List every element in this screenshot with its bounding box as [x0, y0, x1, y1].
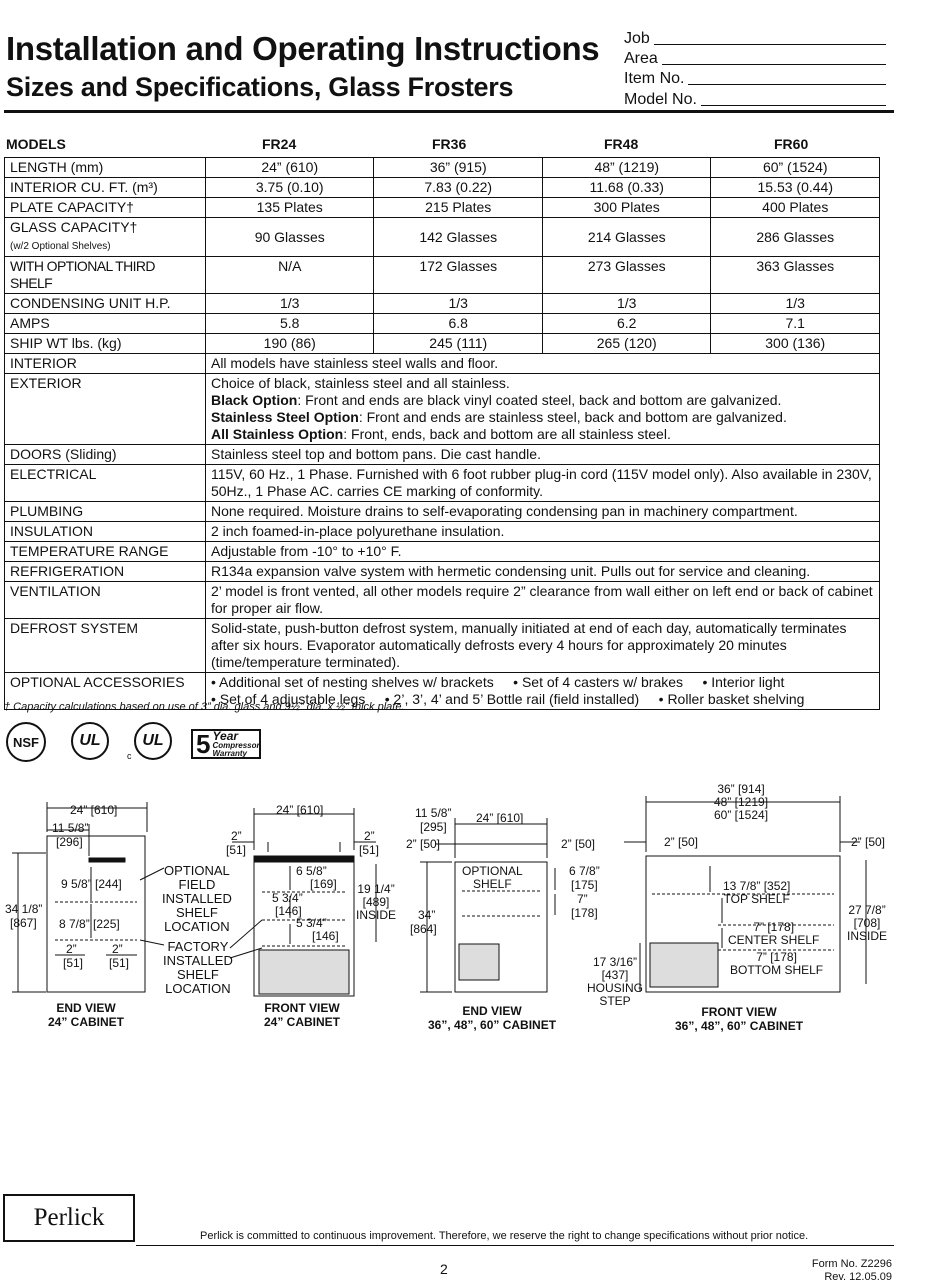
- front24-caption-2: 24” CABINET: [264, 1015, 341, 1029]
- item-no-label: Item No.: [624, 70, 685, 87]
- spec-label: OPTIONAL ACCESSORIES: [5, 673, 206, 710]
- end36-caption-1: END VIEW: [462, 1004, 522, 1018]
- spec-value: 400 Plates: [711, 198, 880, 218]
- spec-value: 265 (120): [542, 334, 711, 354]
- model-fr48: FR48: [604, 136, 639, 152]
- spec-row: [5, 257, 880, 294]
- warranty-line2: Warranty: [212, 749, 247, 758]
- front24-width: 24” [610]: [276, 803, 324, 817]
- spec-value: 1/3: [374, 294, 543, 314]
- spec-label: INTERIOR: [5, 354, 206, 374]
- spec-value: 6.8: [374, 314, 543, 334]
- job-field[interactable]: [624, 29, 886, 48]
- spec-value: 1/3: [205, 294, 374, 314]
- front36-widths: 36” [914] 48” [1219] 60” [1524]: [714, 782, 769, 822]
- end24-shelf2: 8 7/8” [225]: [59, 917, 120, 931]
- front36-bottom: 7” [178] BOTTOM SHELF: [730, 950, 824, 977]
- spec-wide-row: [5, 354, 880, 374]
- spec-value: 7.83 (0.22): [374, 178, 543, 198]
- spec-value: 142 Glasses: [374, 218, 543, 257]
- ul-logo: [71, 722, 109, 760]
- end24-shelf1: 9 5/8” [244]: [61, 877, 122, 891]
- warranty-number: 5: [196, 729, 211, 759]
- front24-b: 5 3/4”: [272, 891, 303, 905]
- spec-row: [5, 158, 880, 178]
- item-no-field[interactable]: [624, 69, 886, 88]
- form-number: [806, 1258, 892, 1284]
- end36-depth-mm: [295]: [420, 820, 447, 834]
- end24-caption-2: 24” CABINET: [48, 1015, 125, 1029]
- end36-caption: [428, 1004, 556, 1032]
- spec-label: SHIP WT lbs. (kg): [5, 334, 206, 354]
- spec-text: Solid-state, push-button defrost system, manually initiated at end of each day, automatically terminates after six hours. Evaporator automatically defrosts every 4 hours for approximately 20 minutes (time/temperature terminated).: [205, 619, 879, 673]
- end24-b2: 2”: [112, 942, 123, 956]
- end24-depth: 11 5/8”: [52, 821, 89, 835]
- front36-top: 13 7/8” [352] TOP SHELF: [723, 879, 791, 906]
- front36-caption-1: FRONT VIEW: [701, 1005, 777, 1019]
- end36-a-mm: [175]: [571, 878, 598, 892]
- perlick-logo-text: Perlick: [33, 1204, 105, 1231]
- spec-label: AMPS: [5, 314, 206, 334]
- form-no: Form No. Z2296: [811, 1258, 892, 1270]
- end24-caption-1: END VIEW: [56, 1001, 116, 1015]
- front24-l: 2”: [231, 829, 242, 843]
- end24-b1: 2”: [66, 942, 77, 956]
- spec-value: 172 Glasses: [374, 257, 543, 294]
- end36-caption-2: 36”, 48”, 60” CABINET: [428, 1018, 557, 1032]
- models-header: [4, 136, 880, 156]
- end36-b: 7”: [577, 892, 588, 906]
- spec-value: 300 Plates: [542, 198, 711, 218]
- rev-no: Rev. 12.05.09: [824, 1271, 892, 1283]
- spec-text: 115V, 60 Hz., 1 Phase. Furnished with 6 foot rubber plug-in cord (115V model only). Also available in 230V, 50Hz., 1 Phase AC. carries CE marking of conformity.: [205, 465, 879, 502]
- spec-row: [5, 198, 880, 218]
- spec-text: 2’ model is front vented, all other models require 2” clearance from wall either on left end or back of cabinet for proper air flow.: [205, 582, 879, 619]
- spec-value: 11.68 (0.33): [542, 178, 711, 198]
- end36-width: 24” [610]: [476, 811, 524, 825]
- end36-b-mm: [178]: [571, 906, 598, 920]
- spec-wide-row: [5, 582, 880, 619]
- end36-a: 6 7/8”: [569, 864, 600, 878]
- factory-shelf-callout: FACTORY INSTALLED SHELF LOCATION: [163, 939, 233, 996]
- front24-inside: 19 1/4” [489] INSIDE: [356, 882, 397, 922]
- spec-value: 363 Glasses: [711, 257, 880, 294]
- spec-text: R134a expansion valve system with hermetic condensing unit. Pulls out for service and cleaning.: [205, 562, 879, 582]
- c-mark: c: [127, 751, 132, 761]
- front36-caption-2: 36”, 48”, 60” CABINET: [675, 1019, 804, 1033]
- footer-rule: [136, 1245, 894, 1246]
- spec-wide-row: [5, 465, 880, 502]
- spec-value: 214 Glasses: [542, 218, 711, 257]
- spec-value: 1/3: [711, 294, 880, 314]
- spec-value: 215 Plates: [374, 198, 543, 218]
- job-label: Job: [624, 30, 650, 47]
- front36-caption: [675, 1005, 803, 1033]
- nsf-text: NSF: [13, 734, 39, 750]
- spec-label: GLASS CAPACITY† (w/2 Optional Shelves): [5, 218, 206, 257]
- end24-b1-mm: [51]: [63, 956, 84, 970]
- front36-r: 2” [50]: [851, 835, 886, 849]
- capacity-footnote: † Capacity calculations based on use of 3” dia. glass and 9½” dia. x ½” thick plate.: [4, 701, 405, 713]
- spec-wide-row: [5, 522, 880, 542]
- front24-c: 5 3/4”: [296, 916, 327, 930]
- spec-value: 286 Glasses: [711, 218, 880, 257]
- front36-inside: 27 7/8” [708] INSIDE: [847, 903, 888, 943]
- front24-caption: [264, 1001, 340, 1029]
- spec-table: [4, 157, 880, 710]
- spec-text: None required. Moisture drains to self-evaporating condensing pan in machinery compartment.: [205, 502, 879, 522]
- area-label: Area: [624, 50, 658, 67]
- front24-caption-1: FRONT VIEW: [264, 1001, 340, 1015]
- cul-text: UL: [142, 732, 164, 749]
- front36-step: 17 3/16” [437] HOUSING STEP: [587, 955, 644, 1008]
- spec-value: 190 (86): [205, 334, 374, 354]
- front24-c-mm: [146]: [312, 929, 339, 943]
- spec-label: TEMPERATURE RANGE: [5, 542, 206, 562]
- front36-l: 2” [50]: [664, 835, 699, 849]
- end24-height: 34 1/8”: [5, 902, 43, 916]
- spec-label: INSULATION: [5, 522, 206, 542]
- spec-text: All models have stainless steel walls and floor.: [205, 354, 879, 374]
- spec-row: [5, 218, 880, 257]
- end24-top: [89, 858, 125, 862]
- front24-r-mm: [51]: [359, 843, 380, 857]
- end36-height: 34”: [418, 908, 436, 922]
- page-number: 2: [440, 1261, 448, 1277]
- area-field[interactable]: [624, 49, 886, 68]
- warranty-year: Year: [212, 729, 239, 743]
- spec-value: 90 Glasses: [205, 218, 374, 257]
- warranty-logo: [191, 729, 261, 759]
- front24-l-mm: [51]: [226, 843, 247, 857]
- page-subtitle: Sizes and Specifications, Glass Frosters: [6, 72, 514, 102]
- end36-height-mm: [864]: [410, 922, 437, 936]
- spec-value: 1/3: [542, 294, 711, 314]
- spec-label: REFRIGERATION: [5, 562, 206, 582]
- spec-wide-row: [5, 374, 880, 445]
- end24-width: 24” [610]: [70, 803, 118, 817]
- end24-caption: [48, 1001, 124, 1029]
- spec-row: [5, 294, 880, 314]
- end24-depth-mm: [296]: [56, 835, 83, 849]
- end36-optional-shelf: OPTIONAL SHELF: [462, 864, 523, 891]
- spec-value: 135 Plates: [205, 198, 374, 218]
- spec-value: 300 (136): [711, 334, 880, 354]
- spec-value: 3.75 (0.10): [205, 178, 374, 198]
- spec-label: DOORS (Sliding): [5, 445, 206, 465]
- perlick-logo: [3, 1194, 135, 1242]
- spec-wide-row: [5, 445, 880, 465]
- models-label: MODELS: [6, 136, 66, 152]
- spec-wide-row: [5, 502, 880, 522]
- spec-row: [5, 178, 880, 198]
- ul-text: UL: [79, 732, 101, 749]
- spec-value: 6.2: [542, 314, 711, 334]
- cul-logo: [134, 722, 172, 760]
- spec-text: 2 inch foamed-in-place polyurethane insulation.: [205, 522, 879, 542]
- page-title: Installation and Operating Instructions: [6, 30, 600, 67]
- front24-r: 2”: [364, 829, 375, 843]
- spec-label: INTERIOR CU. FT. (m³): [5, 178, 206, 198]
- spec-value: 15.53 (0.44): [711, 178, 880, 198]
- spec-value: N/A: [205, 257, 374, 294]
- cabinet-diagrams: [0, 780, 950, 1040]
- spec-wide-row: [5, 562, 880, 582]
- spec-label: PLATE CAPACITY†: [5, 198, 206, 218]
- spec-value: 24” (610): [205, 158, 374, 178]
- spec-value: 60” (1524): [711, 158, 880, 178]
- model-fr24: FR24: [262, 136, 297, 152]
- model-no-label: Model No.: [624, 91, 697, 108]
- spec-label: VENTILATION: [5, 582, 206, 619]
- end24-height-mm: [867]: [10, 916, 37, 930]
- model-fr60: FR60: [774, 136, 809, 152]
- spec-wide-row: [5, 542, 880, 562]
- end36-r: 2” [50]: [561, 837, 596, 851]
- front36-center: 7” [178] CENTER SHELF: [728, 920, 820, 947]
- header-rule: [4, 110, 894, 113]
- model-fr36: FR36: [432, 136, 467, 152]
- spec-text: Choice of black, stainless steel and all stainless. Black Option: Front and ends are black vinyl coated steel, back and bottom are galvanized. Stainless Steel Option: Front and ends are stainless steel, back and bottom are galvanized. All Stainless Option: Front, ends, back and bottom are all stainless steel.: [205, 374, 879, 445]
- spec-label: ELECTRICAL: [5, 465, 206, 502]
- spec-value: 5.8: [205, 314, 374, 334]
- disclaimer: Perlick is committed to continuous improvement. Therefore, we reserve the right to change specifications without prior notice.: [200, 1230, 809, 1242]
- spec-text: Adjustable from -10° to +10° F.: [205, 542, 879, 562]
- end36-l: 2” [50]: [406, 837, 441, 851]
- spec-value: 48” (1219): [542, 158, 711, 178]
- spec-label: CONDENSING UNIT H.P.: [5, 294, 206, 314]
- spec-row: [5, 314, 880, 334]
- warranty-line1: Compressor: [212, 741, 260, 750]
- spec-value: 273 Glasses: [542, 257, 711, 294]
- nsf-logo: [6, 722, 46, 762]
- spec-label: WITH OPTIONAL THIRD SHELF: [5, 257, 206, 294]
- spec-value: 7.1: [711, 314, 880, 334]
- front24-b-mm: [146]: [275, 904, 302, 918]
- end36-depth: 11 5/8”: [415, 806, 452, 820]
- spec-wide-row: [5, 619, 880, 673]
- spec-label: PLUMBING: [5, 502, 206, 522]
- spec-row: [5, 334, 880, 354]
- spec-label: DEFROST SYSTEM: [5, 619, 206, 673]
- spec-label: LENGTH (mm): [5, 158, 206, 178]
- optional-shelf-callout: OPTIONAL FIELD INSTALLED SHELF LOCATION: [162, 863, 232, 934]
- spec-text: • Additional set of nesting shelves w/ brackets • Set of 4 casters w/ brakes • Interior light • Set of 4 adjustable legs • 2’, 3’, 4’ and 5’ Bottle rail (field installed) • Roller basket shelving: [205, 673, 879, 710]
- front24-a-mm: [169]: [310, 877, 337, 891]
- end24-b2-mm: [51]: [109, 956, 130, 970]
- spec-text: Stainless steel top and bottom pans. Die cast handle.: [205, 445, 879, 465]
- spec-value: 245 (111): [374, 334, 543, 354]
- front24-a: 6 5/8”: [296, 864, 327, 878]
- model-no-field[interactable]: [624, 90, 886, 109]
- spec-label: EXTERIOR: [5, 374, 206, 445]
- spec-value: 36” (915): [374, 158, 543, 178]
